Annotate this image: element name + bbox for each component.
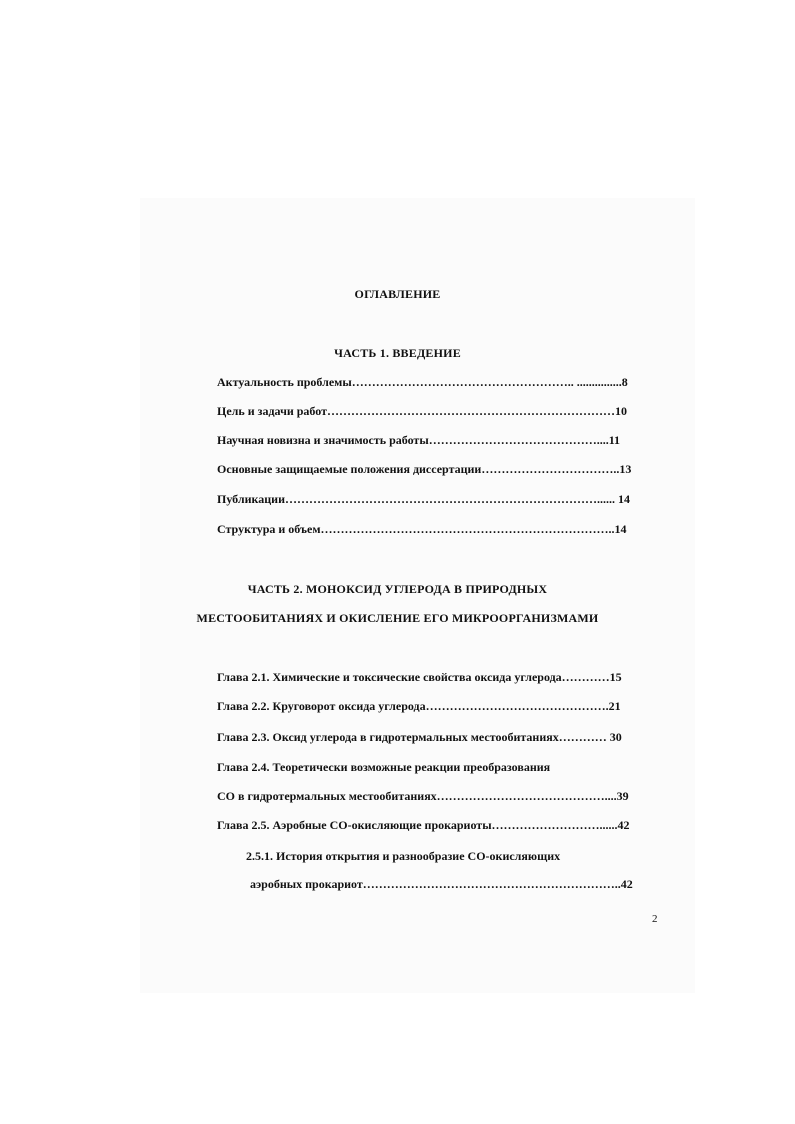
- toc-entry: Глава 2.1. Химические и токсические свойства оксида углерода…………15: [217, 670, 622, 684]
- toc-entry: Глава 2.2. Круговорот оксида углерода……………………………………….21: [217, 699, 621, 713]
- toc-entry: Основные защищаемые положения диссертации……………………………..13: [217, 462, 632, 476]
- toc-entry: Глава 2.4. Теоретически возможные реакции преобразования: [217, 760, 551, 774]
- toc-entry: Структура и объем………………………………………………………………..14: [217, 522, 627, 536]
- toc-entry: Цель и задачи работ………………………………………………………………10: [217, 404, 627, 418]
- part1-heading: ЧАСТЬ 1. ВВЕДЕНИЕ: [334, 346, 461, 360]
- toc-entry: Глава 2.5. Аэробные СО-окисляющие прокариоты………………………......42: [217, 818, 630, 832]
- toc-entry: СО в гидротермальных местообитаниях……………………………………....39: [217, 789, 629, 803]
- part2-heading-line2: МЕСТООБИТАНИЯХ И ОКИСЛЕНИЕ ЕГО МИКРООРГАНИЗМАМИ: [196, 611, 599, 625]
- page-number: 2: [652, 913, 658, 925]
- toc-entry: Публикации……………………………………………………………………...... 14: [217, 492, 630, 506]
- toc-subentry: аэробных прокариот………………………………………………………..42: [250, 877, 633, 891]
- toc-entry: Актуальность проблемы……………………………………………….. ...............8: [217, 375, 628, 389]
- part2-heading-line1: ЧАСТЬ 2. МОНОКСИД УГЛЕРОДА В ПРИРОДНЫХ: [247, 582, 548, 596]
- toc-entry: Глава 2.3. Оксид углерода в гидротермальных местообитаниях………… 30: [217, 730, 622, 744]
- page-title: ОГЛАВЛЕНИЕ: [354, 287, 441, 301]
- toc-entry: Научная новизна и значимость работы……………………………………....11: [217, 433, 621, 447]
- toc-subentry: 2.5.1. История открытия и разнообразие СО-окисляющих: [246, 849, 561, 863]
